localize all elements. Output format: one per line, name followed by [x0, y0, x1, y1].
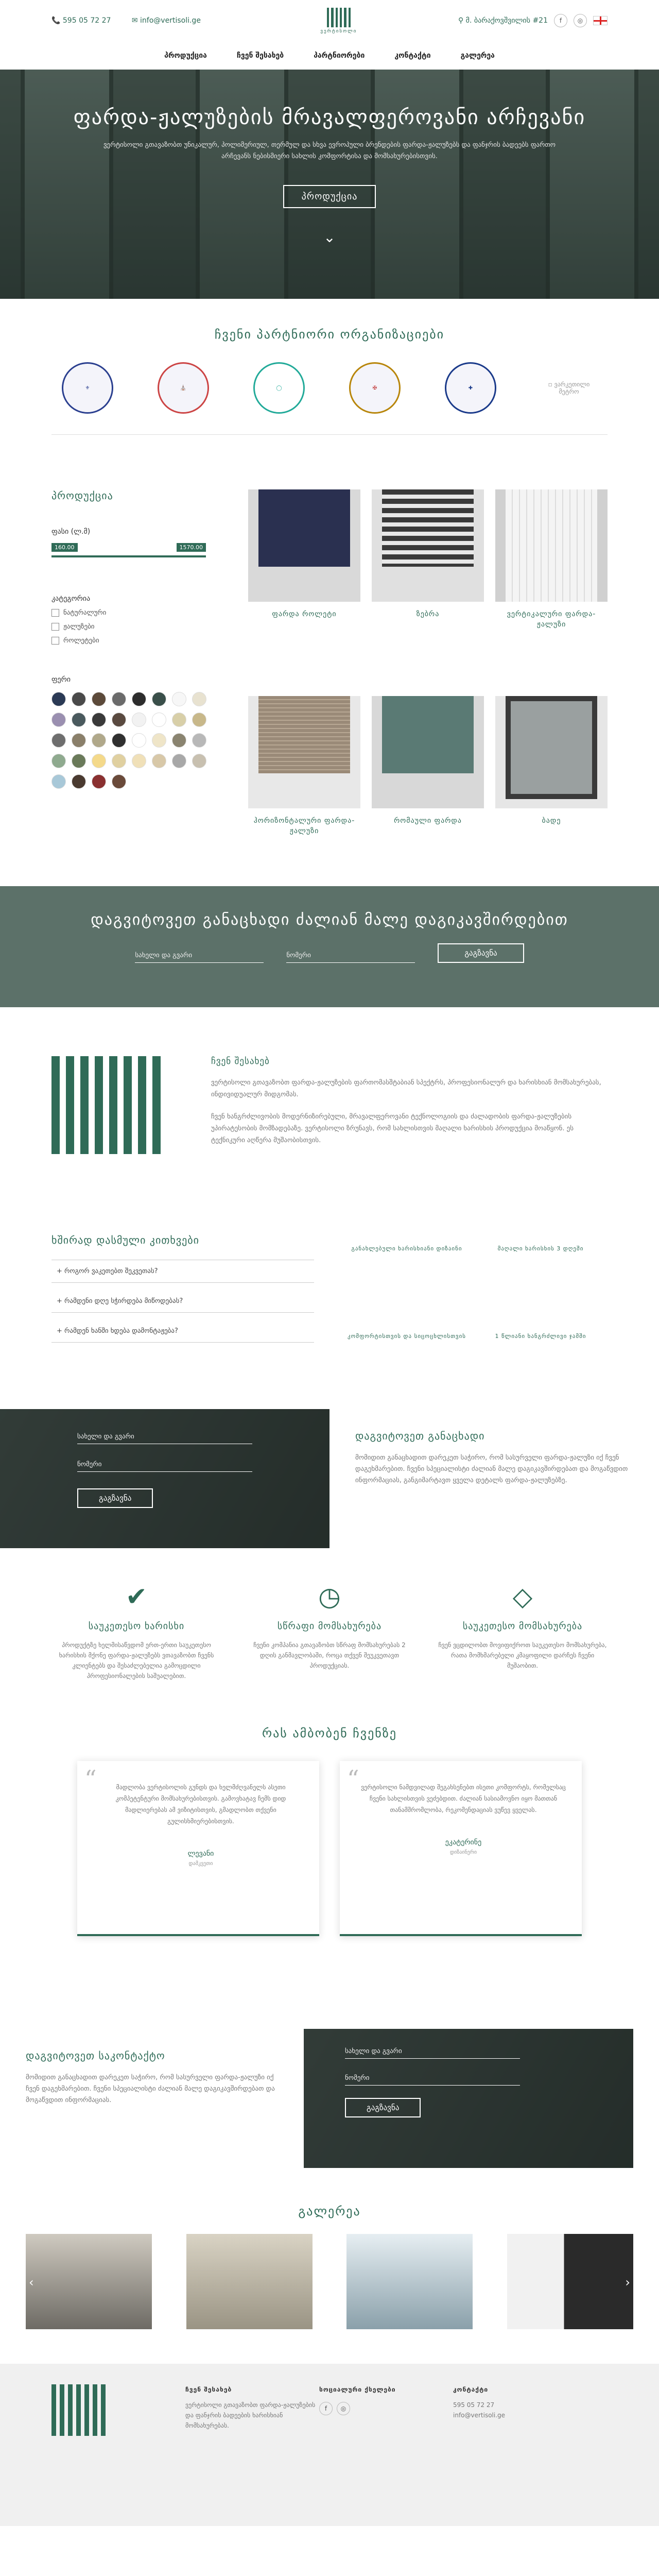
quote-icon: “ — [347, 1765, 359, 1793]
chevron-left-icon[interactable]: ‹ — [29, 2275, 34, 2290]
logo[interactable] — [320, 8, 357, 34]
color-swatch[interactable] — [92, 733, 106, 748]
hero-text: ვერტისოლი გთავაზობთ უნიკალურ, პოლიმერიულ, თერმულ და სხვა ევროპული ბრენდების ფარდა-ჟალუზებს და ფანჯრის ბადეებს ფართო არჩევანს ნებისმიერი სახლის კომფორტისა და მომსახურებისთვის. — [103, 141, 556, 160]
partners-title: ჩვენი პარტნიორი ორგანიზაციები — [214, 327, 445, 342]
consult-photo — [0, 1409, 330, 1548]
feature-title: სწრაფი მომსახურება — [277, 1621, 382, 1632]
faq-section — [51, 1234, 608, 1409]
catalog-section — [51, 464, 608, 886]
feature-text: ჩვენი კომპანია გთავაზობთ სწრაფ მომსახურებას 2 დღის განმავლობაში, როცა თქვენ შეუკვეთავთ პროდუქციას. — [253, 1641, 406, 1669]
faq-item[interactable]: + რამდენი დღე სჭირდება მიწოდებას? — [51, 1290, 314, 1313]
price-max-value: 1570.00 — [177, 543, 206, 552]
hero-products-button[interactable]: პროდუქცია — [283, 185, 376, 208]
feature-card — [51, 1582, 221, 1726]
color-swatches — [51, 692, 216, 789]
name-input[interactable]: სახელი და გვარი — [135, 948, 264, 963]
about-text — [196, 1056, 608, 1234]
request-band — [0, 886, 659, 1007]
category-checkbox[interactable]: ჟალუზები — [51, 623, 216, 631]
color-swatch[interactable] — [132, 733, 146, 748]
phone-link[interactable]: 📞 595 05 72 27 — [51, 16, 111, 25]
consult-title: დაგვიტოვეთ განაცხადი — [355, 1430, 485, 1442]
color-swatch[interactable] — [72, 692, 86, 706]
gallery-image[interactable] — [346, 2234, 473, 2329]
faq-stats — [314, 1234, 608, 1409]
partners-logos — [62, 362, 597, 414]
product-card[interactable] — [495, 489, 608, 680]
product-name[interactable]: ვერტიკალური ფარდა-ჟალუზი — [507, 610, 596, 629]
nav-item-gallery[interactable]: გალერეა — [460, 51, 495, 60]
category-label: კატეგორია — [51, 595, 91, 603]
partner-logo[interactable]: ⚜ — [62, 362, 113, 414]
contact-paragraph: მომიდით განაცხადით დარეკეთ საჭირო, რომ სასურველი ფარდა-ჟალუზი იქ ჩვენ დაგეხმარებით. ჩვენი სპეციალისტი ძალიან მალე დაგიკავშირდებათ და მოგაწვდით ინფორმაციას. — [26, 2074, 275, 2104]
faq-list — [51, 1234, 314, 1409]
about-title: ჩვენ შესახებ — [211, 1056, 270, 1066]
partners-section — [0, 299, 659, 464]
contact-text — [26, 2029, 304, 2178]
color-swatch[interactable] — [132, 754, 146, 768]
submit-button[interactable]: გაგზავნა — [345, 2098, 421, 2117]
category-checkbox[interactable]: როლეტები — [51, 637, 216, 645]
chevron-right-icon[interactable]: › — [625, 2275, 630, 2290]
product-image[interactable] — [495, 696, 608, 808]
reviews-section — [0, 1740, 659, 2029]
product-image[interactable] — [248, 696, 360, 808]
product-name[interactable]: ფარდა როლეტი — [272, 610, 337, 618]
instagram-icon[interactable]: ◎ — [337, 2402, 350, 2415]
main-nav — [0, 41, 659, 70]
name-input[interactable]: სახელი და გვარი — [345, 2044, 520, 2059]
nav-item-partners[interactable]: პარტნიორები — [314, 51, 365, 60]
partner-logo[interactable]: ✠ — [349, 362, 401, 414]
gallery-title: გალერეა — [298, 2204, 361, 2218]
review-accent-bar — [77, 1934, 319, 1936]
product-name[interactable]: რომაული ფარდა — [394, 817, 462, 825]
color-swatch[interactable] — [112, 713, 126, 727]
phone-input[interactable]: ნომერი — [345, 2071, 520, 2086]
top-bar — [0, 0, 659, 41]
color-swatch[interactable] — [152, 713, 166, 727]
logo-mark-icon — [327, 8, 351, 27]
partner-logo-broken[interactable]: ▫ ვარკეთილი მეტრო — [548, 381, 590, 395]
footer-social — [319, 2384, 453, 2436]
language-flag-icon[interactable] — [593, 16, 608, 25]
color-swatch[interactable] — [192, 733, 206, 748]
contact-section — [26, 2029, 633, 2178]
product-name[interactable]: ჰორიზონტალური ფარდა-ჟალუზი — [253, 817, 355, 835]
color-swatch[interactable] — [152, 754, 166, 768]
footer-contact-title: კონტაქტი — [453, 2386, 489, 2393]
about-logo-icon — [51, 1056, 196, 1234]
review-text: ვერტისოლი ნამდვილად შეგახსენებთ ისეთი კომფორტს, რომელსაც ჩვენი სახლისთვის ვეძებდით. ძალიან სასიამოვნო იყო მათთან თანამშრომლობა, რეკომენდაციას ვუწევ ყველას. — [361, 1784, 566, 1814]
product-image[interactable] — [495, 489, 608, 602]
about-paragraph: ჩვენ ხანგრძლივობის მოდერნიზირებული, მრავალფეროვანი ტექნოლოგიის და ძალადობის ფარდა-ჟალუზების უპირატესობის მომზადებაზე. ვერტისოლი ზრუნავს, რომ სახლისთვის მაღალი ხარისხის პროდუქცია მოაწყონ. ეს ტექნიკური აღწერა მუშაობისთვის. — [211, 1113, 574, 1144]
review-card — [77, 1761, 319, 1936]
chevron-down-icon[interactable]: ⌄ — [323, 229, 336, 246]
product-image[interactable] — [248, 489, 360, 602]
feature-title: საუკეთესო მომსახურება — [462, 1621, 583, 1632]
color-swatch[interactable] — [72, 754, 86, 768]
consult-paragraph: მომიდით განაცხადით დარეკეთ საჭირო, რომ სასურველი ფარდა-ჟალუზი იქ ჩვენ დაგეხმარებით. ჩვენი სპეციალისტი ძალიან მალე დაგიკავშირდებათ და მოგაწვდით ინფორმაციას, განგიმარტავთ ყველა დეტალს ფარდა-ჟალუზებზე. — [355, 1454, 628, 1484]
contact-form — [304, 2029, 633, 2168]
review-author: ეკატერინე — [445, 1838, 482, 1846]
review-card — [340, 1761, 582, 1936]
price-range-track[interactable] — [51, 555, 206, 557]
color-swatch[interactable] — [51, 692, 66, 706]
feature-text: ჩვენ ვცდილობთ მოვიფიქროთ საუკეთესო მომსახურება, რათა მომხმარებელი კმაყოფილი დარჩეს ჩვენი მუშაობით. — [438, 1641, 607, 1669]
feature-title: საუკეთესო ხარისხი — [88, 1621, 185, 1632]
filter-sidebar — [51, 489, 216, 886]
product-card[interactable] — [372, 696, 484, 886]
checkmark-icon: ✔ — [126, 1582, 147, 1612]
review-role: დამკვეთი — [188, 1861, 213, 1867]
stat-item: კომფორტისთვის და სიცოცხლისთვის — [347, 1333, 466, 1340]
hero-banner — [0, 70, 659, 299]
color-swatch[interactable] — [112, 774, 126, 789]
gallery-section — [0, 2178, 659, 2364]
stat-item: 1 წლიანი ხანგრძლივი ჯამში — [495, 1333, 586, 1340]
footer-logo-icon[interactable] — [51, 2384, 185, 2436]
color-swatch[interactable] — [152, 733, 166, 748]
feature-text: პროდუქტზე ხელმისაწვდომ ერთ-ერთი საუკეთესო ხარისხის მქონე ფარდა-ჟალუზებს ვთავაზობთ ჩვენს კლიენტებს და შესაძლებელია გამოცდილი პროფესიონალების საშუალებით. — [59, 1641, 214, 1680]
color-swatch[interactable] — [112, 692, 126, 706]
feature-card — [438, 1582, 608, 1726]
color-swatch[interactable] — [172, 692, 186, 706]
color-swatch[interactable] — [172, 713, 186, 727]
diamond-icon: ◇ — [512, 1582, 533, 1612]
about-section — [51, 1007, 608, 1234]
price-label: ფასი (ლ.მ) — [51, 528, 91, 536]
gallery-image[interactable] — [26, 2234, 152, 2329]
color-swatch[interactable] — [132, 692, 146, 706]
color-swatch[interactable] — [92, 692, 106, 706]
product-card[interactable] — [495, 696, 608, 886]
submit-button[interactable]: გაგზავნა — [77, 1488, 153, 1508]
consult-form — [0, 1409, 330, 1548]
footer-about-title: ჩვენ შესახებ — [185, 2386, 232, 2393]
color-swatch[interactable] — [192, 713, 206, 727]
review-author: ლევანი — [187, 1850, 214, 1858]
review-role: დიზაინერი — [449, 1850, 477, 1855]
reviews-title: რას ამბობენ ჩვენზე — [262, 1726, 397, 1740]
gallery-carousel — [26, 2234, 633, 2329]
color-swatch[interactable] — [51, 733, 66, 748]
footer-phone[interactable]: 595 05 72 27 — [453, 2401, 495, 2409]
footer-contact — [453, 2384, 587, 2436]
footer-about-text: ვერტისოლი გთავაზობთ ფარდა-ჟალუზების და ფანჯრის ბადეების ხარისხიან მომსახურებას. — [185, 2401, 316, 2429]
consult-text — [330, 1409, 659, 1548]
price-min-value: 160.00 — [51, 543, 78, 552]
gallery-image[interactable] — [507, 2234, 633, 2329]
color-swatch[interactable] — [172, 754, 186, 768]
facebook-icon[interactable]: f — [319, 2402, 333, 2415]
category-checkbox[interactable]: ნატურალური — [51, 609, 216, 617]
color-swatch[interactable] — [192, 692, 206, 706]
color-swatch[interactable] — [192, 754, 206, 768]
partner-logo[interactable]: ✚ — [445, 362, 496, 414]
submit-button[interactable]: გაგზავნა — [438, 943, 524, 963]
request-form — [0, 943, 659, 963]
header-right — [458, 14, 608, 27]
color-swatch[interactable] — [132, 713, 146, 727]
phone-input[interactable]: ნომერი — [77, 1458, 252, 1472]
clock-icon: ◷ — [318, 1582, 341, 1612]
faq-item[interactable]: + როგორ ვაკეთებთ შეკვეთას? — [51, 1260, 314, 1283]
nav-item-contact[interactable]: კონტაქტი — [394, 51, 431, 60]
consult-section — [0, 1409, 659, 1548]
footer — [0, 2364, 659, 2526]
price-range-slider[interactable] — [51, 543, 206, 564]
review-accent-bar — [340, 1934, 582, 1936]
quote-icon: “ — [84, 1765, 97, 1793]
contact-photo — [304, 2029, 633, 2168]
stat-item: განახლებული ხარისხიანი დიზაინი — [351, 1245, 462, 1252]
hero-title: ფარდა-ჟალუზების მრავალფეროვანი არჩევანი — [73, 106, 586, 129]
nav-item-about[interactable]: ჩვენ შესახებ — [236, 51, 284, 60]
stat-item: მაღალი ხარისხის 3 დღეში — [497, 1245, 584, 1252]
color-swatch[interactable] — [51, 774, 66, 789]
gallery-image[interactable] — [186, 2234, 313, 2329]
address: ⚲ მ. ბარაქოვშვილის #21 — [458, 16, 548, 25]
footer-email[interactable]: info@vertisoli.ge — [453, 2412, 506, 2419]
product-grid — [216, 489, 608, 886]
faq-title: ხშირად დასმული კითხვები — [51, 1234, 199, 1246]
partner-logo[interactable]: ⛪ — [158, 362, 209, 414]
color-swatch[interactable] — [72, 774, 86, 789]
footer-social-title: სოციალური ქსელები — [319, 2386, 396, 2393]
color-swatch[interactable] — [172, 733, 186, 748]
color-swatch[interactable] — [152, 692, 166, 706]
product-card[interactable] — [248, 489, 360, 680]
header-contacts — [51, 16, 219, 25]
filters-title: პროდუქცია — [51, 489, 113, 502]
color-swatch[interactable] — [92, 713, 106, 727]
divider — [51, 434, 608, 435]
phone-input[interactable]: ნომერი — [286, 948, 415, 963]
color-swatch[interactable] — [72, 733, 86, 748]
facebook-icon[interactable]: f — [554, 14, 567, 27]
product-name[interactable]: ზებრა — [416, 610, 440, 618]
features-section — [51, 1548, 608, 1726]
logo-text: ვერტისოლი — [320, 28, 357, 34]
color-label: ფერი — [51, 675, 71, 684]
about-paragraph: ვერტისოლი გთავაზობთ ფარდა-ჟალუზების ფართომასშტაბიან სპექტრს, პროფესიონალურ და ხარისხიან მომსახურებას, ინდივიდუალურ მიდგომას. — [211, 1079, 601, 1098]
feature-card — [245, 1582, 414, 1726]
name-input[interactable]: სახელი და გვარი — [77, 1430, 252, 1444]
request-band-title: დაგვიტოვეთ განაცხადი ძალიან მალე დაგიკავშირდებით — [91, 911, 568, 929]
product-card[interactable] — [372, 489, 484, 680]
color-swatch[interactable] — [92, 774, 106, 789]
review-text: მადლობა ვერტისოლის გუნდს და ხელმძღვანელს ასეთი კომპეტენტური მომსახურებისთვის. გამოვხატავ ჩემს დიდ მადლიერებას ამ ვიზიტისთვის, გმადლობთ თქვენი გულისხმიერებისთვის. — [115, 1784, 286, 1825]
faq-item[interactable]: + რამდენ ხანში ხდება დამონტაჟება? — [51, 1320, 314, 1343]
nav-item-products[interactable]: პროდუქცია — [164, 51, 207, 60]
color-swatch[interactable] — [112, 754, 126, 768]
email-link[interactable]: ✉ info@vertisoli.ge — [131, 16, 201, 25]
product-card[interactable] — [248, 696, 360, 886]
color-swatch[interactable] — [92, 754, 106, 768]
footer-about — [185, 2384, 319, 2436]
partner-logo[interactable]: ◯ — [253, 362, 305, 414]
color-swatch[interactable] — [51, 713, 66, 727]
color-swatch[interactable] — [112, 733, 126, 748]
color-swatch[interactable] — [51, 754, 66, 768]
instagram-icon[interactable]: ◎ — [574, 14, 587, 27]
product-name[interactable]: ბადე — [542, 817, 561, 825]
product-image[interactable] — [372, 489, 484, 602]
product-image[interactable] — [372, 696, 484, 808]
color-swatch[interactable] — [72, 713, 86, 727]
contact-title: დაგვიტოვეთ საკონტაქტო — [26, 2049, 165, 2062]
